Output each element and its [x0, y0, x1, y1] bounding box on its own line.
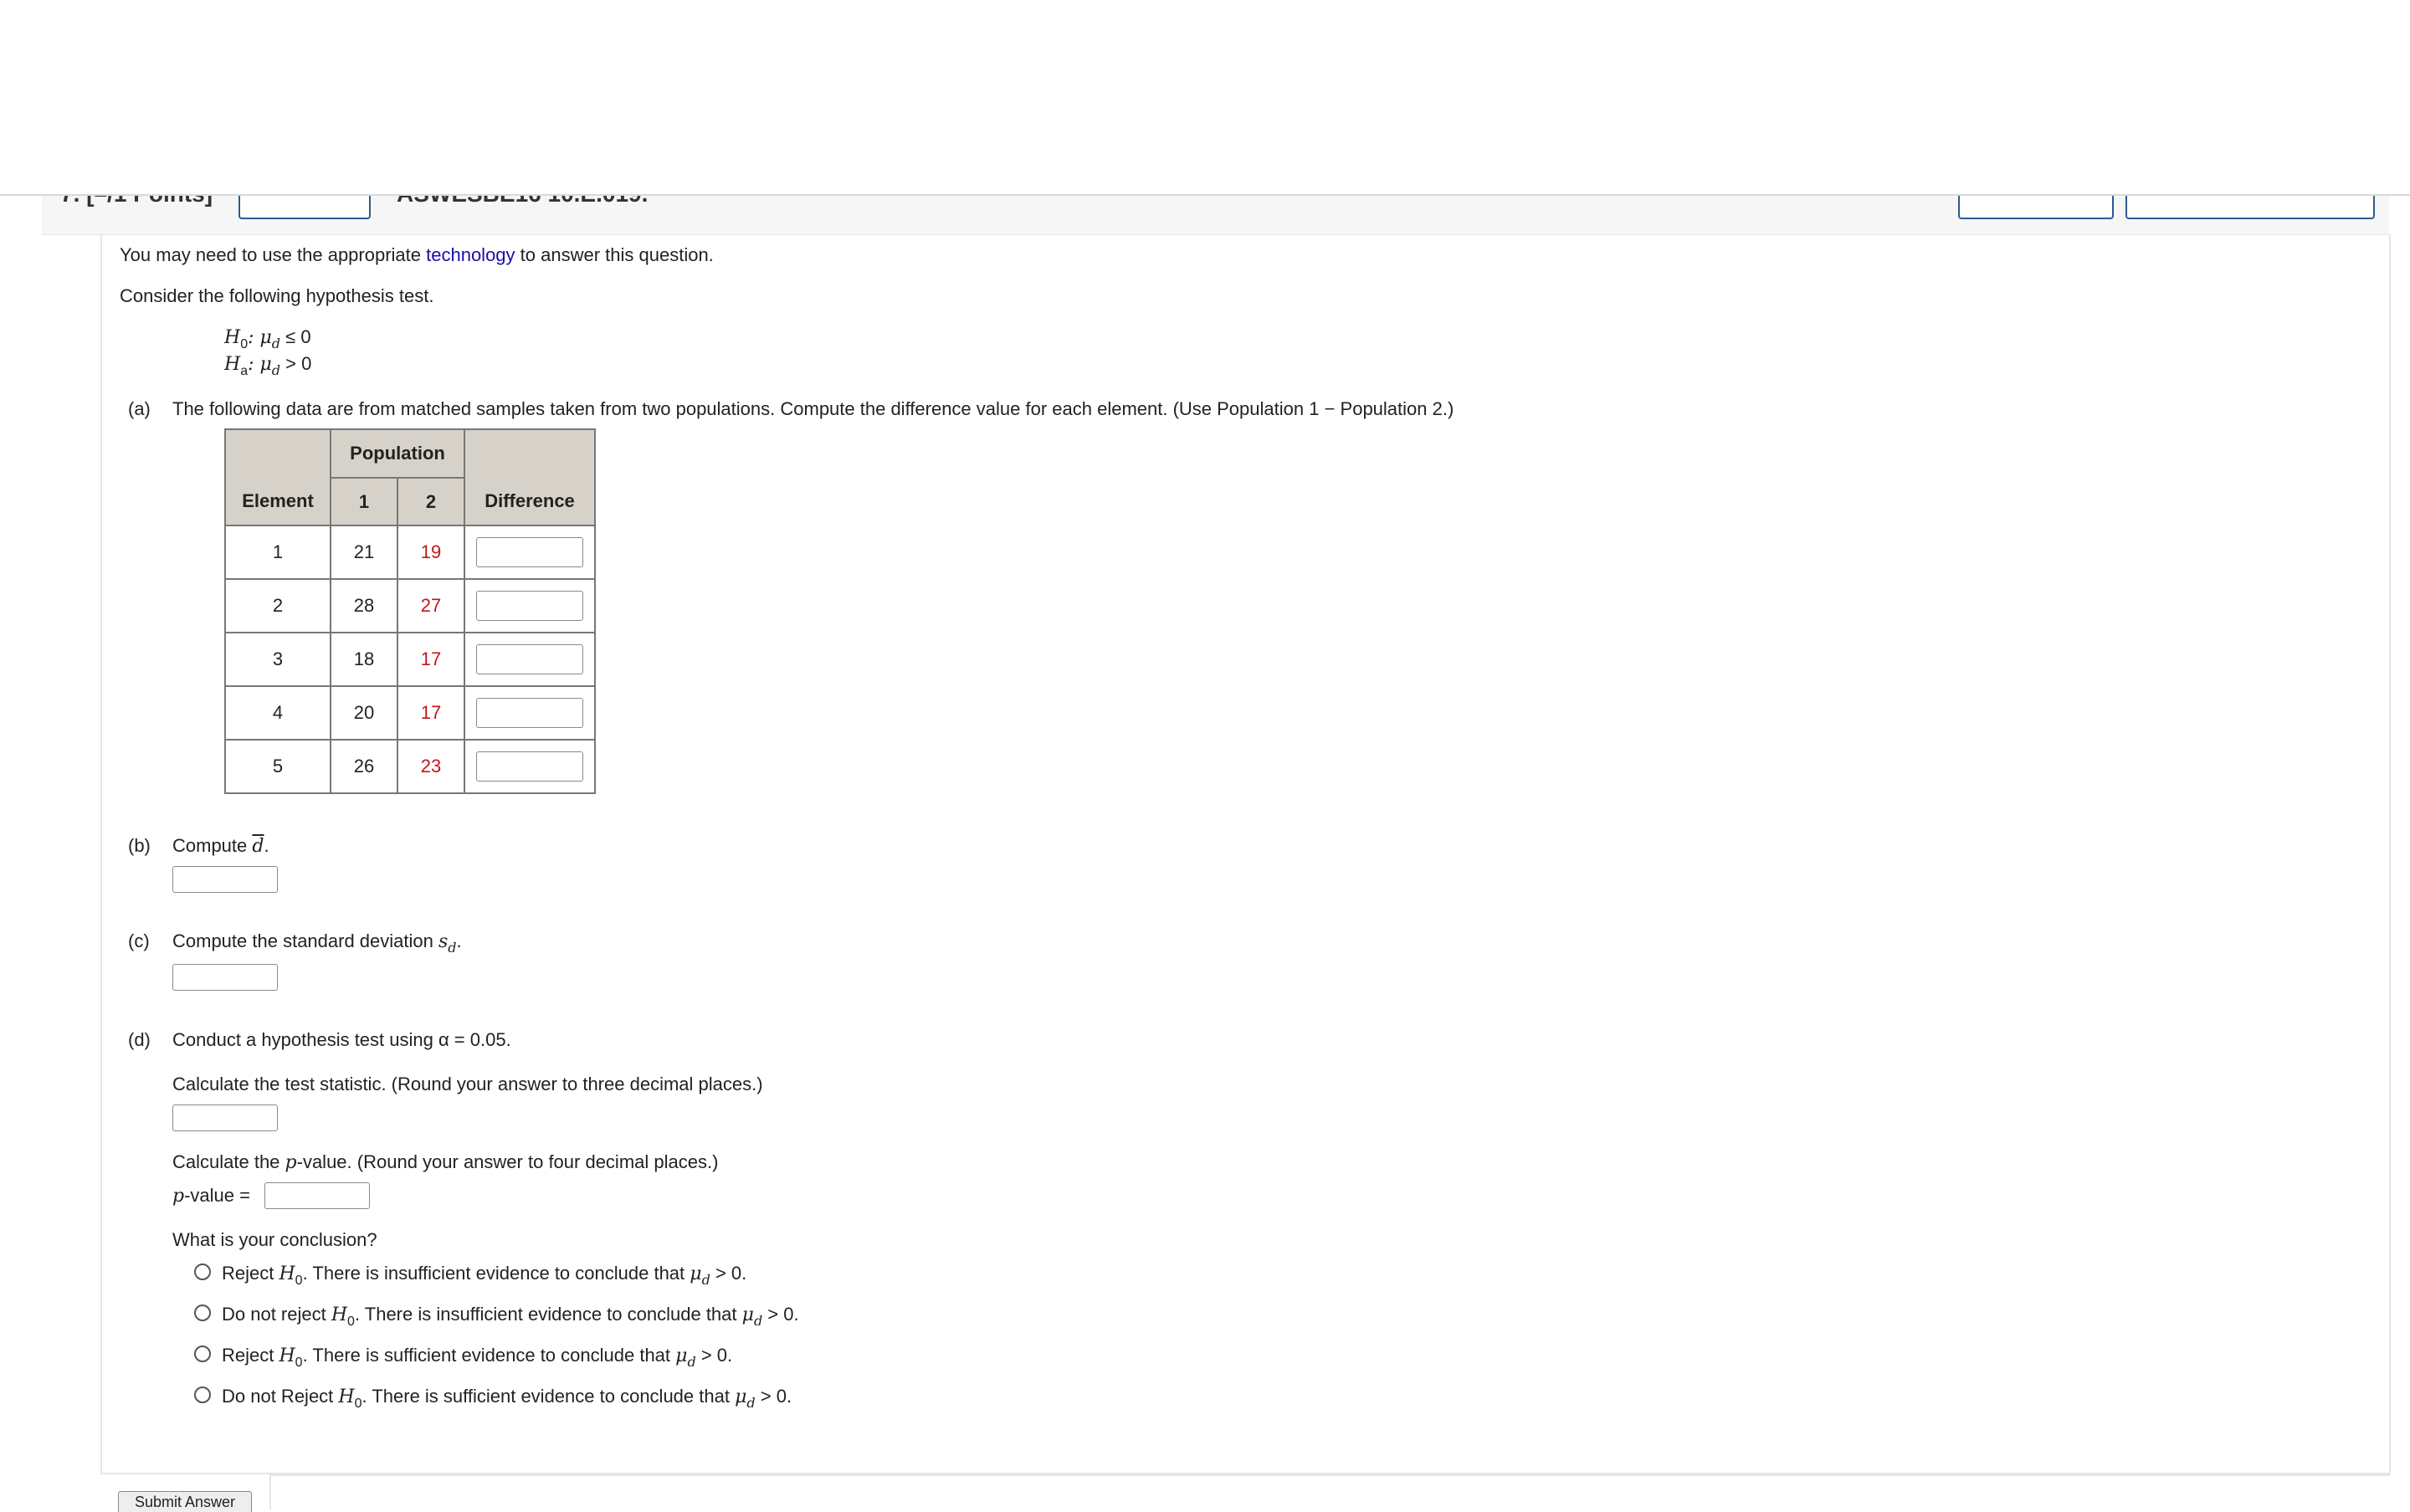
p-value-label: p-value =	[172, 1185, 250, 1207]
data-table	[224, 428, 596, 794]
population-1-header: 1	[331, 478, 397, 525]
std-dev-input[interactable]	[172, 964, 278, 991]
intro-line: You may need to use the appropriate technology to answer this question.	[120, 244, 714, 265]
table-row	[225, 525, 595, 579]
difference-input[interactable]	[476, 698, 583, 728]
population-1-cell: 18	[331, 633, 397, 686]
difference-input[interactable]	[476, 591, 583, 621]
difference-input[interactable]	[476, 751, 583, 782]
part-b-label: (b)	[128, 835, 151, 856]
difference-cell	[464, 686, 595, 740]
conclusion-option-4[interactable]: Do not Reject $H_0$. There is sufficient evidence to conclude that $\mu_d > 0$.	[222, 1386, 792, 1411]
element-header: Element	[225, 478, 331, 525]
population-2-cell: 17	[397, 686, 464, 740]
element-cell: 5	[225, 740, 331, 793]
table-row	[225, 579, 595, 633]
test-statistic-prompt: Calculate the test statistic. (Round your answer to three decimal places.)	[172, 1074, 763, 1094]
part-b-text: Compute $\overline{d}$.	[172, 835, 269, 857]
population-1-cell: 26	[331, 740, 397, 793]
population-1-cell: 28	[331, 579, 397, 633]
test-statistic-input[interactable]	[172, 1105, 278, 1131]
difference-input[interactable]	[476, 644, 583, 674]
difference-input[interactable]	[476, 537, 583, 567]
conclusion-prompt: What is your conclusion?	[172, 1229, 377, 1250]
conclusion-option-4-radio[interactable]	[194, 1386, 211, 1403]
p-value-prompt: Calculate the p-value. (Round your answer to four decimal places.)	[172, 1151, 719, 1173]
submit-area	[269, 1474, 2390, 1509]
element-cell: 3	[225, 633, 331, 686]
conclusion-option-3-radio[interactable]	[194, 1345, 211, 1362]
population-2-cell: 27	[397, 579, 464, 633]
population-2-cell: 19	[397, 525, 464, 579]
part-c-text: Compute the standard deviation $s_d$.	[172, 930, 462, 956]
conclusion-option-3[interactable]: Reject $H_0$. There is sufficient evidence to conclude that $\mu_d > 0$.	[222, 1345, 733, 1370]
page-top-blank	[0, 0, 2410, 196]
consider-line: Consider the following hypothesis test.	[120, 285, 434, 306]
table-row	[225, 740, 595, 793]
population-2-cell: 17	[397, 633, 464, 686]
conclusion-option-1[interactable]: Reject $H_0$. There is insufficient evidence to conclude that $\mu_d > 0$.	[222, 1263, 747, 1288]
population-2-header: 2	[397, 478, 464, 525]
null-hypothesis: $H_0$: $\mu_d \le 0$	[224, 326, 311, 351]
conclusion-option-1-radio[interactable]	[194, 1263, 211, 1280]
table-row	[225, 633, 595, 686]
p-value-input[interactable]	[264, 1182, 370, 1209]
difference-cell	[464, 579, 595, 633]
element-cell: 4	[225, 686, 331, 740]
part-a-text: The following data are from matched samples taken from two populations. Compute the difference value for each element. (Use Population 1 − Population 2.)	[172, 398, 1454, 419]
element-cell: 1	[225, 525, 331, 579]
part-a-label: (a)	[128, 398, 151, 419]
part-c-label: (c)	[128, 930, 150, 951]
conclusion-option-2-radio[interactable]	[194, 1304, 211, 1321]
population-header: Population	[331, 429, 464, 478]
submit-answer-button[interactable]: Submit Answer	[118, 1491, 252, 1512]
difference-cell	[464, 525, 595, 579]
element-header-top	[225, 429, 331, 478]
difference-header-top	[464, 429, 595, 478]
question-content-panel	[100, 234, 2391, 1474]
difference-header: Difference	[464, 478, 595, 525]
part-d-label: (d)	[128, 1029, 151, 1050]
difference-cell	[464, 633, 595, 686]
d-bar-symbol: $\overline{d}$	[252, 836, 264, 857]
population-1-cell: 21	[331, 525, 397, 579]
difference-cell	[464, 740, 595, 793]
population-2-cell: 23	[397, 740, 464, 793]
table-row	[225, 686, 595, 740]
technology-link[interactable]: technology	[426, 244, 515, 265]
element-cell: 2	[225, 579, 331, 633]
d-bar-input[interactable]	[172, 866, 278, 893]
alternative-hypothesis: $H_a$: $\mu_d > 0$	[224, 353, 312, 378]
population-1-cell: 20	[331, 686, 397, 740]
conclusion-option-2[interactable]: Do not reject $H_0$. There is insufficient evidence to conclude that $\mu_d > 0$.	[222, 1304, 799, 1329]
part-d-text: Conduct a hypothesis test using α = 0.05.	[172, 1029, 511, 1050]
